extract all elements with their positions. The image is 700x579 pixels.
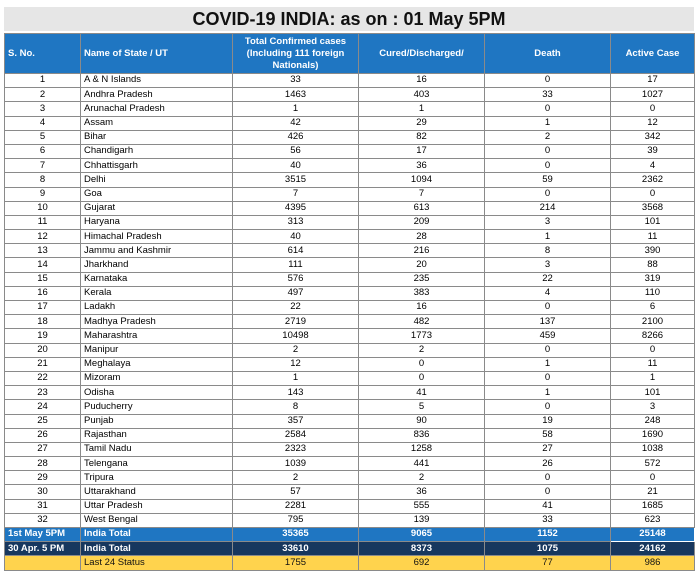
table-row — [5, 144, 695, 158]
cell-death: 33 — [485, 513, 611, 527]
cell-cured: 41 — [359, 386, 485, 400]
table-row — [5, 286, 695, 300]
cell-active: 1027 — [611, 88, 695, 102]
cell-state: Tamil Nadu — [81, 442, 233, 456]
cell-sno: 13 — [5, 244, 81, 258]
cell-sno: 16 — [5, 286, 81, 300]
table-row — [5, 343, 695, 357]
cell-confirmed: 2719 — [233, 315, 359, 329]
cell-cured: 2 — [359, 343, 485, 357]
cell-confirmed: 1039 — [233, 457, 359, 471]
table-row — [5, 329, 695, 343]
cell-confirmed: 1 — [233, 371, 359, 385]
cell-sno: 24 — [5, 400, 81, 414]
cell-confirmed: 57 — [233, 485, 359, 499]
change-active: 986 — [611, 556, 695, 570]
change-death: 77 — [485, 556, 611, 570]
cell-death: 8 — [485, 244, 611, 258]
cell-state: Jharkhand — [81, 258, 233, 272]
table-row — [5, 499, 695, 513]
cell-active: 101 — [611, 386, 695, 400]
cell-sno: 28 — [5, 457, 81, 471]
cell-confirmed: 1463 — [233, 88, 359, 102]
cell-confirmed: 40 — [233, 159, 359, 173]
header-active: Active Case — [611, 34, 695, 74]
cell-sno: 20 — [5, 343, 81, 357]
cell-death: 1 — [485, 230, 611, 244]
header-state: Name of State / UT — [81, 34, 233, 74]
state-rows — [5, 74, 695, 528]
cell-cured: 2 — [359, 471, 485, 485]
cell-cured: 1258 — [359, 442, 485, 456]
table-row — [5, 414, 695, 428]
cell-cured: 29 — [359, 116, 485, 130]
cell-state: Karnataka — [81, 272, 233, 286]
cell-death: 26 — [485, 457, 611, 471]
cell-active: 39 — [611, 144, 695, 158]
total-current-active: 25148 — [611, 528, 695, 542]
cell-sno: 5 — [5, 130, 81, 144]
cell-active: 0 — [611, 187, 695, 201]
table-row — [5, 471, 695, 485]
table-row — [5, 201, 695, 215]
total-previous-name: India Total — [81, 542, 233, 556]
table-row — [5, 315, 695, 329]
table-row — [5, 258, 695, 272]
cell-active: 8266 — [611, 329, 695, 343]
cell-state: Uttar Pradesh — [81, 499, 233, 513]
cell-sno: 15 — [5, 272, 81, 286]
table-row — [5, 102, 695, 116]
table-row — [5, 215, 695, 229]
cell-confirmed: 40 — [233, 230, 359, 244]
cell-state: Andhra Pradesh — [81, 88, 233, 102]
cell-sno: 4 — [5, 116, 81, 130]
cell-active: 623 — [611, 513, 695, 527]
change-row — [5, 556, 695, 570]
cell-active: 1 — [611, 371, 695, 385]
cell-sno: 1 — [5, 74, 81, 88]
cell-state: Tripura — [81, 471, 233, 485]
cell-sno: 10 — [5, 201, 81, 215]
cell-death: 3 — [485, 258, 611, 272]
total-current-label: 1st May 5PM — [5, 528, 81, 542]
cell-death: 33 — [485, 88, 611, 102]
header-row — [5, 34, 695, 74]
cell-active: 4 — [611, 159, 695, 173]
cell-cured: 16 — [359, 301, 485, 315]
cell-sno: 12 — [5, 230, 81, 244]
cell-state: Arunachal Pradesh — [81, 102, 233, 116]
cell-confirmed: 42 — [233, 116, 359, 130]
cell-active: 21 — [611, 485, 695, 499]
cell-active: 1685 — [611, 499, 695, 513]
table-row — [5, 88, 695, 102]
cell-cured: 403 — [359, 88, 485, 102]
cell-death: 0 — [485, 485, 611, 499]
cell-cured: 235 — [359, 272, 485, 286]
cell-cured: 5 — [359, 400, 485, 414]
cell-death: 214 — [485, 201, 611, 215]
cell-cured: 82 — [359, 130, 485, 144]
cell-cured: 1 — [359, 102, 485, 116]
change-label — [5, 556, 81, 570]
cell-confirmed: 3515 — [233, 173, 359, 187]
cell-confirmed: 2584 — [233, 428, 359, 442]
table-row — [5, 116, 695, 130]
change-name: Last 24 Status — [81, 556, 233, 570]
cell-confirmed: 56 — [233, 144, 359, 158]
cell-sno: 8 — [5, 173, 81, 187]
cell-confirmed: 4395 — [233, 201, 359, 215]
cell-death: 0 — [485, 400, 611, 414]
covid-state-table — [4, 33, 695, 571]
cell-death: 0 — [485, 102, 611, 116]
table-row — [5, 513, 695, 527]
cell-cured: 139 — [359, 513, 485, 527]
cell-confirmed: 111 — [233, 258, 359, 272]
cell-active: 319 — [611, 272, 695, 286]
cell-state: Mizoram — [81, 371, 233, 385]
header-death: Death — [485, 34, 611, 74]
cell-death: 0 — [485, 371, 611, 385]
cell-state: Haryana — [81, 215, 233, 229]
table-row — [5, 428, 695, 442]
cell-sno: 7 — [5, 159, 81, 173]
table-row — [5, 485, 695, 499]
cell-active: 0 — [611, 343, 695, 357]
cell-cured: 36 — [359, 485, 485, 499]
table-row — [5, 371, 695, 385]
cell-cured: 7 — [359, 187, 485, 201]
cell-active: 1690 — [611, 428, 695, 442]
cell-sno: 29 — [5, 471, 81, 485]
total-current-cured: 9065 — [359, 528, 485, 542]
table-row — [5, 457, 695, 471]
cell-confirmed: 313 — [233, 215, 359, 229]
table-row — [5, 130, 695, 144]
cell-confirmed: 22 — [233, 301, 359, 315]
cell-state: Assam — [81, 116, 233, 130]
change-cured: 692 — [359, 556, 485, 570]
cell-death: 0 — [485, 301, 611, 315]
cell-state: A & N Islands — [81, 74, 233, 88]
table-row — [5, 400, 695, 414]
total-previous-confirmed: 33610 — [233, 542, 359, 556]
cell-state: Manipur — [81, 343, 233, 357]
table-row — [5, 187, 695, 201]
cell-confirmed: 10498 — [233, 329, 359, 343]
cell-active: 101 — [611, 215, 695, 229]
cell-state: Odisha — [81, 386, 233, 400]
total-previous-active: 24162 — [611, 542, 695, 556]
cell-state: Maharashtra — [81, 329, 233, 343]
table-row — [5, 357, 695, 371]
cell-death: 1 — [485, 386, 611, 400]
cell-sno: 11 — [5, 215, 81, 229]
table-row — [5, 272, 695, 286]
cell-state: Madhya Pradesh — [81, 315, 233, 329]
cell-death: 27 — [485, 442, 611, 456]
cell-cured: 28 — [359, 230, 485, 244]
cell-confirmed: 2323 — [233, 442, 359, 456]
cell-death: 0 — [485, 159, 611, 173]
cell-state: Punjab — [81, 414, 233, 428]
cell-state: Jammu and Kashmir — [81, 244, 233, 258]
cell-sno: 3 — [5, 102, 81, 116]
total-current-confirmed: 35365 — [233, 528, 359, 542]
cell-cured: 36 — [359, 159, 485, 173]
cell-sno: 32 — [5, 513, 81, 527]
cell-cured: 216 — [359, 244, 485, 258]
cell-active: 572 — [611, 457, 695, 471]
cell-confirmed: 143 — [233, 386, 359, 400]
cell-sno: 27 — [5, 442, 81, 456]
cell-cured: 1094 — [359, 173, 485, 187]
cell-sno: 14 — [5, 258, 81, 272]
total-previous-death: 1075 — [485, 542, 611, 556]
cell-confirmed: 357 — [233, 414, 359, 428]
cell-cured: 16 — [359, 74, 485, 88]
cell-active: 342 — [611, 130, 695, 144]
cell-cured: 836 — [359, 428, 485, 442]
cell-active: 110 — [611, 286, 695, 300]
cell-confirmed: 8 — [233, 400, 359, 414]
cell-cured: 383 — [359, 286, 485, 300]
table-row — [5, 159, 695, 173]
cell-sno: 19 — [5, 329, 81, 343]
header-confirmed: Total Confirmed cases (Including 111 foreign Nationals) — [233, 34, 359, 74]
cell-death: 58 — [485, 428, 611, 442]
cell-sno: 25 — [5, 414, 81, 428]
cell-active: 390 — [611, 244, 695, 258]
cell-death: 59 — [485, 173, 611, 187]
total-previous-label: 30 Apr. 5 PM — [5, 542, 81, 556]
cell-active: 3 — [611, 400, 695, 414]
cell-sno: 2 — [5, 88, 81, 102]
cell-state: Delhi — [81, 173, 233, 187]
total-current-name: India Total — [81, 528, 233, 542]
cell-sno: 30 — [5, 485, 81, 499]
table-row — [5, 173, 695, 187]
cell-confirmed: 2281 — [233, 499, 359, 513]
cell-state: Gujarat — [81, 201, 233, 215]
cell-sno: 9 — [5, 187, 81, 201]
cell-confirmed: 576 — [233, 272, 359, 286]
cell-active: 11 — [611, 357, 695, 371]
cell-death: 459 — [485, 329, 611, 343]
cell-state: Uttarakhand — [81, 485, 233, 499]
cell-state: Telengana — [81, 457, 233, 471]
cell-confirmed: 497 — [233, 286, 359, 300]
cell-state: Ladakh — [81, 301, 233, 315]
cell-cured: 0 — [359, 357, 485, 371]
total-row-previous — [5, 542, 695, 556]
cell-death: 0 — [485, 144, 611, 158]
cell-active: 3568 — [611, 201, 695, 215]
page-title: COVID-19 INDIA: as on : 01 May 5PM — [4, 7, 694, 31]
change-confirmed: 1755 — [233, 556, 359, 570]
cell-sno: 17 — [5, 301, 81, 315]
cell-active: 6 — [611, 301, 695, 315]
cell-confirmed: 33 — [233, 74, 359, 88]
cell-state: West Bengal — [81, 513, 233, 527]
cell-confirmed: 1 — [233, 102, 359, 116]
cell-cured: 17 — [359, 144, 485, 158]
table-row — [5, 74, 695, 88]
cell-cured: 20 — [359, 258, 485, 272]
cell-death: 19 — [485, 414, 611, 428]
table-row — [5, 230, 695, 244]
cell-death: 0 — [485, 471, 611, 485]
table-row — [5, 442, 695, 456]
cell-state: Chhattisgarh — [81, 159, 233, 173]
table-row — [5, 301, 695, 315]
cell-confirmed: 2 — [233, 343, 359, 357]
header-cured: Cured/Discharged/ — [359, 34, 485, 74]
cell-death: 0 — [485, 74, 611, 88]
cell-state: Goa — [81, 187, 233, 201]
total-current-death: 1152 — [485, 528, 611, 542]
cell-death: 4 — [485, 286, 611, 300]
cell-sno: 6 — [5, 144, 81, 158]
cell-confirmed: 2 — [233, 471, 359, 485]
table-row — [5, 244, 695, 258]
cell-death: 1 — [485, 357, 611, 371]
cell-death: 1 — [485, 116, 611, 130]
cell-sno: 18 — [5, 315, 81, 329]
cell-confirmed: 7 — [233, 187, 359, 201]
cell-confirmed: 12 — [233, 357, 359, 371]
cell-sno: 22 — [5, 371, 81, 385]
cell-active: 1038 — [611, 442, 695, 456]
cell-active: 2362 — [611, 173, 695, 187]
table-row — [5, 386, 695, 400]
cell-cured: 0 — [359, 371, 485, 385]
cell-active: 2100 — [611, 315, 695, 329]
cell-confirmed: 614 — [233, 244, 359, 258]
cell-state: Rajasthan — [81, 428, 233, 442]
cell-death: 22 — [485, 272, 611, 286]
cell-cured: 613 — [359, 201, 485, 215]
cell-confirmed: 426 — [233, 130, 359, 144]
cell-confirmed: 795 — [233, 513, 359, 527]
cell-cured: 482 — [359, 315, 485, 329]
total-previous-cured: 8373 — [359, 542, 485, 556]
cell-death: 0 — [485, 343, 611, 357]
total-row-current — [5, 528, 695, 542]
cell-cured: 441 — [359, 457, 485, 471]
cell-cured: 555 — [359, 499, 485, 513]
cell-active: 12 — [611, 116, 695, 130]
cell-active: 0 — [611, 102, 695, 116]
cell-active: 11 — [611, 230, 695, 244]
cell-state: Bihar — [81, 130, 233, 144]
cell-active: 248 — [611, 414, 695, 428]
cell-death: 137 — [485, 315, 611, 329]
cell-cured: 90 — [359, 414, 485, 428]
cell-state: Kerala — [81, 286, 233, 300]
cell-sno: 31 — [5, 499, 81, 513]
cell-death: 0 — [485, 187, 611, 201]
cell-active: 17 — [611, 74, 695, 88]
cell-cured: 1773 — [359, 329, 485, 343]
header-sno: S. No. — [5, 34, 81, 74]
cell-state: Meghalaya — [81, 357, 233, 371]
cell-sno: 23 — [5, 386, 81, 400]
cell-active: 0 — [611, 471, 695, 485]
cell-state: Puducherry — [81, 400, 233, 414]
cell-death: 3 — [485, 215, 611, 229]
cell-sno: 26 — [5, 428, 81, 442]
cell-state: Himachal Pradesh — [81, 230, 233, 244]
cell-state: Chandigarh — [81, 144, 233, 158]
totals-section — [5, 528, 695, 571]
cell-death: 41 — [485, 499, 611, 513]
cell-active: 88 — [611, 258, 695, 272]
cell-cured: 209 — [359, 215, 485, 229]
cell-sno: 21 — [5, 357, 81, 371]
cell-death: 2 — [485, 130, 611, 144]
